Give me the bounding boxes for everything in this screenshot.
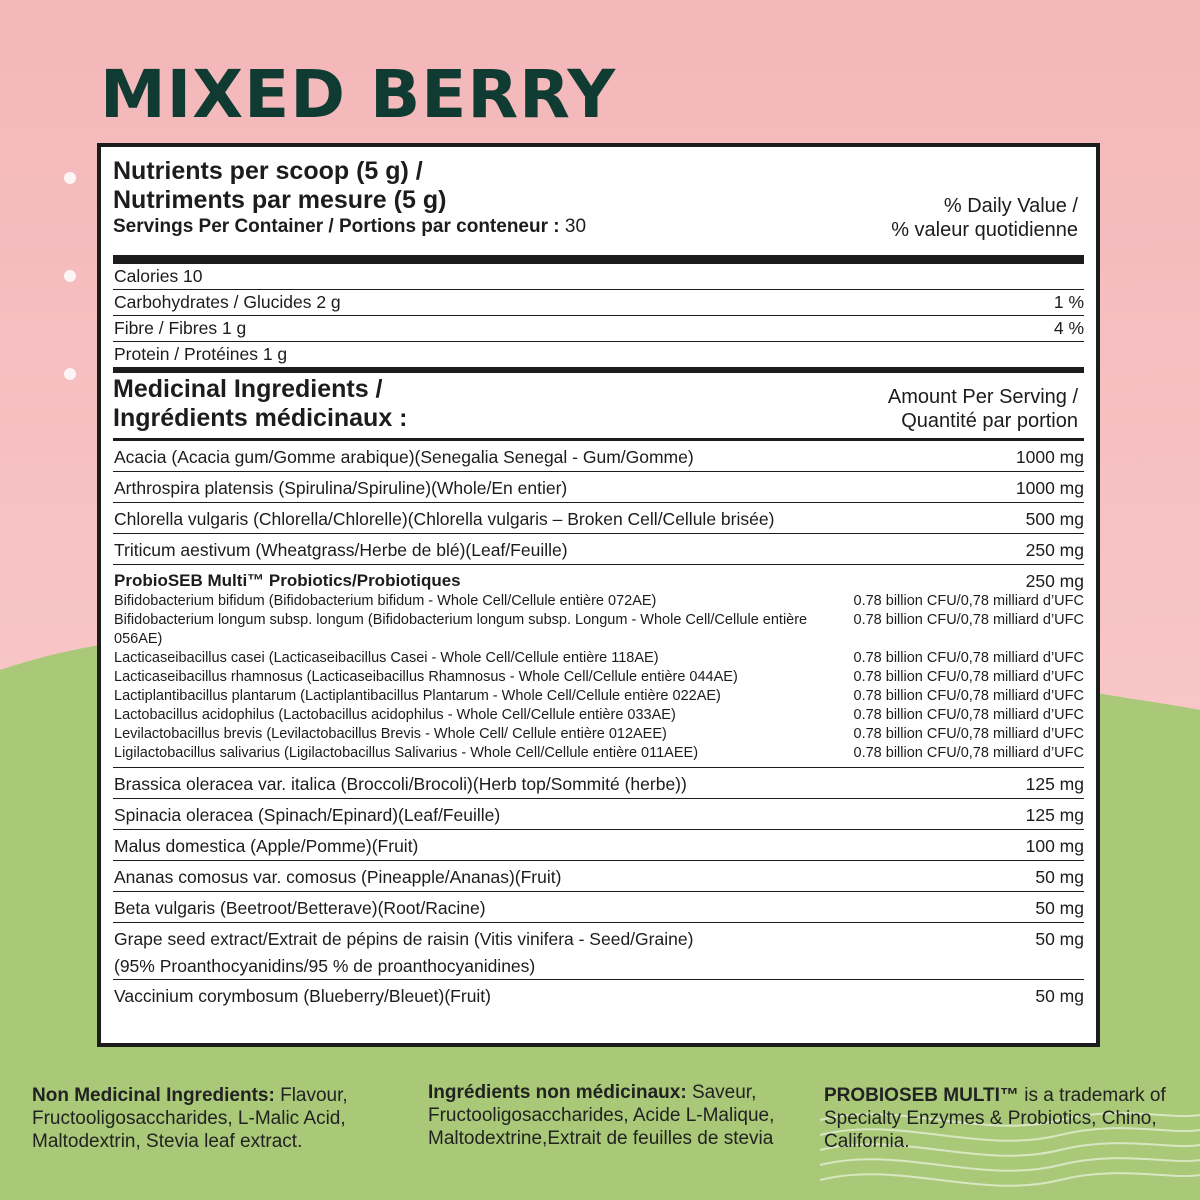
strain-name: Lactiplantibacillus plantarum (Lactiplantibacillus Plantarum - Whole Cell/Cellule entière 022AE)	[114, 688, 721, 704]
product-title: MIXED BERRY	[100, 56, 617, 133]
ingredient-row	[113, 861, 1084, 892]
ingredient-name: Chlorella vulgaris (Chlorella/Chlorelle)(Chlorella vulgaris – Broken Cell/Cellule brisée)	[114, 509, 775, 529]
ingredient-name: Malus domestica (Apple/Pomme)(Fruit)	[114, 836, 419, 856]
strain-row	[114, 706, 1084, 725]
ingredient-row	[113, 472, 1084, 503]
strain-row	[114, 687, 1084, 706]
ingredient-name: Brassica oleracea var. italica (Broccoli/Brocoli)(Herb top/Sommité (herbe))	[114, 774, 687, 794]
ingredient-amount: 500 mg	[1025, 509, 1084, 529]
nmi-text: Flavour, Fructooligosaccharides, L-Malic Acid, Maltodextrin, Stevia leaf extract.	[32, 1085, 348, 1152]
grape-seed-row	[113, 923, 1084, 980]
decor-dot	[64, 172, 76, 184]
ingredient-name: Grape seed extract/Extrait de pépins de raisin (Vitis vinifera - Seed/Graine)	[114, 929, 694, 949]
ingredient-name: Ananas comosus var. comosus (Pineapple/Ananas)(Fruit)	[114, 867, 562, 887]
ingredient-name: Acacia (Acacia gum/Gomme arabique)(Senegalia Senegal - Gum/Gomme)	[114, 447, 694, 467]
servings-value: 30	[564, 216, 587, 237]
nutrient-row	[113, 342, 1084, 367]
strain-amount: 0.78 billion CFU/0,78 milliard d’UFC	[853, 707, 1084, 723]
inm-text: Saveur, Fructooligosaccharides, Acide L-Malique, Maltodextrine,Extrait de feuilles de stevia	[428, 1082, 775, 1149]
ingredient-name: Spinacia oleracea (Spinach/Epinard)(Leaf/Feuille)	[114, 805, 501, 825]
ingredient-row	[113, 768, 1084, 799]
nutrient-row	[113, 290, 1084, 316]
ingredient-name: Arthrospira platensis (Spirulina/Spiruline)(Whole/En entier)	[114, 478, 568, 498]
nutrient-dv: 4 %	[1053, 318, 1084, 338]
non-medicinal-ingredients-fr	[428, 1081, 798, 1150]
strain-amount: 0.78 billion CFU/0,78 milliard d’UFC	[853, 745, 1084, 761]
medicinal-header	[113, 373, 1084, 438]
ingredient-row	[113, 441, 1084, 472]
ingredient-standardization: (95% Proanthocyanidins/95 % de proanthocyanidines)	[114, 956, 536, 976]
strain-row	[114, 649, 1084, 668]
nutrients-list	[113, 264, 1084, 367]
strain-name: Lacticaseibacillus rhamnosus (Lacticaseibacillus Rhamnosus - Whole Cell/Cellule entière 044AE)	[114, 669, 738, 685]
probiotics-header	[114, 571, 1084, 592]
tm-label: PROBIOSEB MULTI™	[824, 1085, 1019, 1106]
ingredient-row	[113, 892, 1084, 923]
strain-amount: 0.78 billion CFU/0,78 milliard d’UFC	[853, 650, 1084, 666]
ingredient-name: Beta vulgaris (Beetroot/Betterave)(Root/Racine)	[114, 898, 486, 918]
ingredient-amount: 50 mg	[1035, 867, 1084, 887]
strain-row	[114, 744, 1084, 763]
nutrient-row	[113, 264, 1084, 290]
ingredient-amount: 125 mg	[1025, 805, 1084, 825]
ingredient-row	[113, 830, 1084, 861]
trademark-notice	[824, 1084, 1184, 1153]
strain-row	[114, 611, 1084, 649]
nutrient-name: Fibre / Fibres 1 g	[114, 318, 247, 338]
ingredient-name: Triticum aestivum (Wheatgrass/Herbe de blé)(Leaf/Feuille)	[114, 540, 568, 560]
daily-value-fr: % valeur quotidienne	[891, 219, 1078, 241]
strain-amount: 0.78 billion CFU/0,78 milliard d’UFC	[853, 612, 1084, 628]
decor-dot	[64, 368, 76, 380]
nmi-label: Non Medicinal Ingredients:	[32, 1085, 275, 1106]
divider-thick	[113, 255, 1084, 264]
probiotics-name: ProbioSEB Multi™ Probiotics/Probiotiques	[114, 571, 461, 590]
nutrition-header	[113, 157, 1084, 253]
ingredient-row	[113, 534, 1084, 565]
ingredient-amount: 50 mg	[1035, 898, 1084, 918]
strain-amount: 0.78 billion CFU/0,78 milliard d’UFC	[853, 726, 1084, 742]
strain-name: Bifidobacterium bifidum (Bifidobacterium bifidum - Whole Cell/Cellule entière 072AE)	[114, 593, 657, 609]
strain-name: Lactobacillus acidophilus (Lactobacillus acidophilus - Whole Cell/Cellule entière 033AE)	[114, 707, 676, 723]
ingredient-amount: 50 mg	[1035, 986, 1084, 1006]
ingredient-name: Vaccinium corymbosum (Blueberry/Bleuet)(Fruit)	[114, 986, 492, 1006]
strain-row	[114, 725, 1084, 744]
ingredient-amount: 1000 mg	[1015, 447, 1084, 467]
medicinal-title-en: Medicinal Ingredients /	[113, 375, 383, 403]
strain-amount: 0.78 billion CFU/0,78 milliard d’UFC	[853, 688, 1084, 704]
decor-dot	[64, 270, 76, 282]
daily-value-en: % Daily Value /	[943, 195, 1078, 217]
ingredient-amount: 125 mg	[1025, 774, 1084, 794]
amount-en: Amount Per Serving /	[887, 386, 1078, 408]
nutrition-facts-panel	[97, 143, 1100, 1047]
strain-row	[114, 668, 1084, 687]
strain-name: Bifidobacterium longum subsp. longum (Bifidobacterium longum subsp. Longum - Whole Cell/Cellule entière 056AE)	[114, 612, 808, 647]
tm-text: is a trademark of Specialty Enzymes & Probiotics, Chino, California.	[824, 1085, 1166, 1152]
daily-value-header	[891, 194, 1078, 242]
nutrient-name: Protein / Protéines 1 g	[114, 344, 288, 364]
ingredient-row	[113, 503, 1084, 534]
nutrient-name: Carbohydrates / Glucides 2 g	[114, 292, 341, 312]
nutrient-row	[113, 316, 1084, 342]
ingredient-amount: 250 mg	[1025, 540, 1084, 560]
serving-size-en: Nutrients per scoop (5 g) /	[113, 157, 423, 185]
strain-row	[114, 592, 1084, 611]
probiotics-block	[113, 565, 1084, 768]
ingredient-amount: 1000 mg	[1015, 478, 1084, 498]
serving-size-fr: Nutriments par mesure (5 g)	[113, 186, 447, 214]
ingredient-amount: 100 mg	[1025, 836, 1084, 856]
nutrient-dv: 1 %	[1053, 292, 1084, 312]
strain-name: Ligilactobacillus salivarius (Ligilactobacillus Salivarius - Whole Cell/Cellule entière 011AEE)	[114, 745, 699, 761]
strain-amount: 0.78 billion CFU/0,78 milliard d’UFC	[853, 593, 1084, 609]
strain-amount: 0.78 billion CFU/0,78 milliard d’UFC	[853, 669, 1084, 685]
ingredient-amount: 50 mg	[1035, 929, 1084, 949]
strain-name: Levilactobacillus brevis (Levilactobacillus Brevis - Whole Cell/ Cellule entière 012AEE)	[114, 726, 667, 742]
medicinal-title-fr: Ingrédients médicinaux :	[113, 404, 408, 432]
ingredient-row	[113, 980, 1084, 1010]
probiotics-amount: 250 mg	[1025, 571, 1084, 591]
non-medicinal-ingredients-en	[32, 1084, 402, 1153]
servings-label: Servings Per Container / Portions par conteneur :	[113, 216, 560, 237]
inm-label: Ingrédients non médicinaux:	[428, 1082, 687, 1103]
nutrient-name: Calories 10	[114, 266, 203, 286]
amount-fr: Quantité par portion	[901, 410, 1078, 432]
ingredient-row	[113, 799, 1084, 830]
amount-per-serving-header	[888, 385, 1078, 433]
strain-name: Lacticaseibacillus casei (Lacticaseibacillus Casei - Whole Cell/Cellule entière 118AE)	[114, 650, 659, 666]
